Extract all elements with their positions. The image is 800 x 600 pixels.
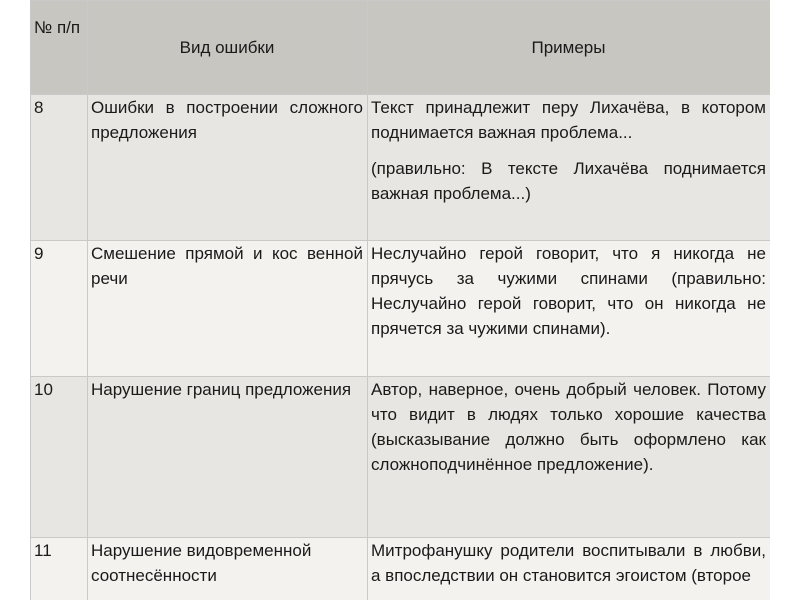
errors-table (30, 0, 770, 600)
row-number: 8 (31, 95, 88, 241)
header-num: № п/п (31, 1, 88, 95)
row-error-type: Нарушение видовременной соотнесённости (88, 538, 368, 600)
row-example (368, 95, 771, 241)
table-row (31, 95, 771, 241)
row-error-type: Ошибки в построении сложного предложения (88, 95, 368, 241)
example-text: Текст принадлежит перу Лихачёва, в котором поднимается важная проблема... (371, 98, 766, 142)
header-error-type: Вид ошибки (88, 1, 368, 95)
table-row (31, 538, 771, 600)
row-number: 9 (31, 241, 88, 377)
row-example: Митрофанушку родители воспитывали в любви, а впоследствии он становится эгоистом (второе (368, 538, 771, 600)
errors-table-container (30, 0, 770, 600)
table-row (31, 241, 771, 377)
example-correction: (правильно: В тексте Лихачёва поднимается важная проблема...) (371, 159, 766, 203)
header-examples: Примеры (368, 1, 771, 95)
row-number: 11 (31, 538, 88, 600)
row-example: Автор, наверное, очень добрый человек. Потому что видит в людях только хорошие качества (высказывание должно быть оформлено как сложноподчинённое предложение). (368, 377, 771, 538)
row-example: Неслучайно герой говорит, что я никогда не прячусь за чужими спинами (правильно: Неслучайно герой говорит, что он никогда не прячется за чужими спинами). (368, 241, 771, 377)
row-error-type: Смешение прямой и кос венной речи (88, 241, 368, 377)
table-row (31, 377, 771, 538)
row-number: 10 (31, 377, 88, 538)
row-error-type: Нарушение границ предложения (88, 377, 368, 538)
table-header-row (31, 1, 771, 95)
